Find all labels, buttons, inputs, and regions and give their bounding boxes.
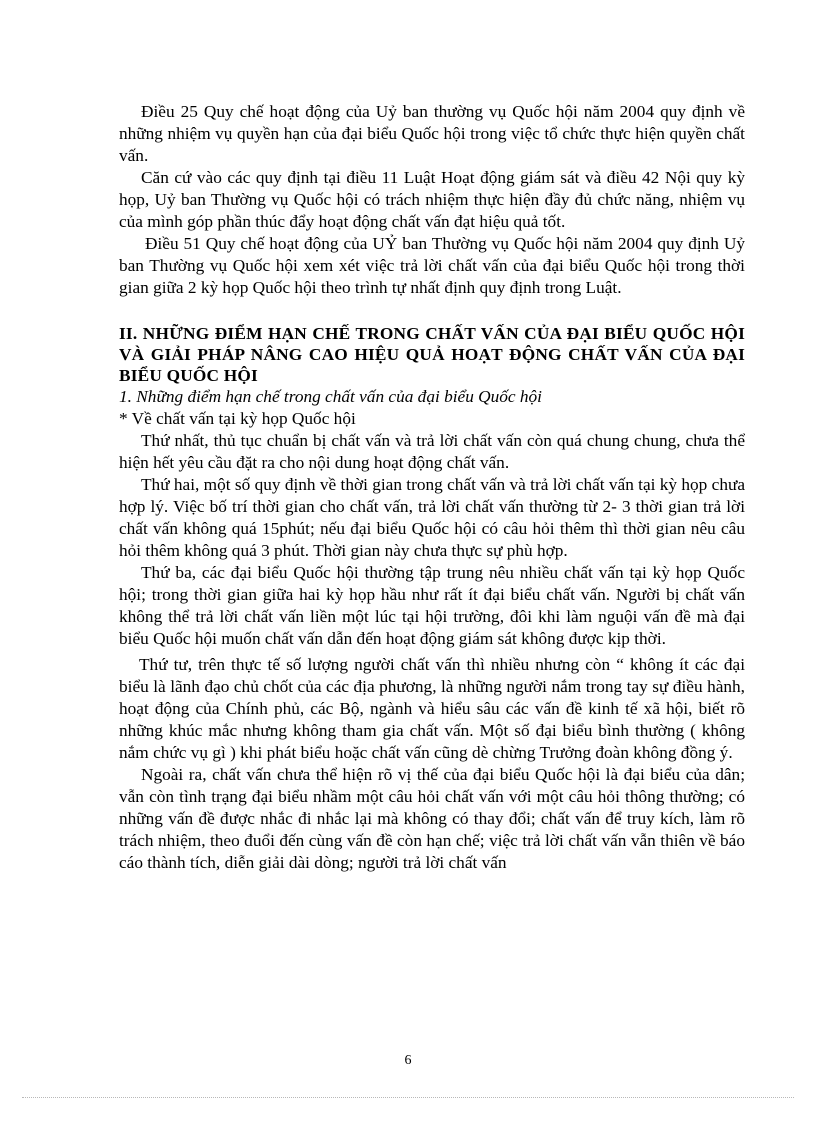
paragraph-other-limitations: Ngoài ra, chất vấn chưa thể hiện rõ vị thế của đại biểu Quốc hội là đại biểu của dân; vẫn còn tình trạng đại biểu nhầm một câu hỏi chất vấn với một câu hỏi thông thường; có những vấn đề được nhắc đi nhắc lại mà không có thay đổi; chất vấn để truy kích, làm rõ trách nhiệm, theo đuổi đến cùng vấn đề còn hạn chế; việc trả lời chất vấn vẫn thiên về báo cáo thành tích, diễn giải dài dòng; người trả lời chất vấn (119, 765, 745, 872)
footer-divider (22, 1097, 794, 1098)
paragraph-article-11-42: Căn cứ vào các quy định tại điều 11 Luật Hoạt động giám sát và điều 42 Nội quy kỳ họp, Uỷ ban Thường vụ Quốc hội có trách nhiệm thực hiện đầy đủ chức năng, nhiệm vụ của mình góp phần thúc đẩy hoạt động chất vấn đạt hiệu quả tốt. (119, 168, 745, 231)
paragraph-third-limitation: Thứ ba, các đại biểu Quốc hội thường tập trung nêu nhiều chất vấn tại kỳ họp Quốc hội; trong thời gian giữa hai kỳ họp hầu như rất ít đại biểu chất vấn. Người bị chất vấn không thể trả lời chất vấn liền một lúc tại hội trường, đôi khi làm nguội vấn đề mà đại biểu Quốc hội muốn chất vấn dẫn đến hoạt động giám sát không được kịp thời. (119, 563, 745, 648)
page-number: 6 (404, 1053, 412, 1068)
paragraph-first-limitation: Thứ nhất, thủ tục chuẩn bị chất vấn và trả lời chất vấn còn quá chung chung, chưa thể hiện hết yêu cầu đặt ra cho nội dung hoạt động chất vấn. (119, 431, 745, 472)
paragraph-fourth-limitation: Thứ tư, trên thực tế số lượng người chất vấn thì nhiều nhưng còn “ không ít các đại biểu là lãnh đạo chủ chốt của các địa phương, là những người nắm trong tay sự điều hành, hoạt động của Chính phủ, các Bộ, ngành và hiểu sâu các vấn đề kinh tế xã hội, biết rõ những khúc mắc nhưng không tham gia chất vấn. Một số đại biểu bình thường ( không nắm chức vụ gì ) khi phát biểu hoặc chất vấn cũng dè chừng Trưởng đoàn không đồng ý. (119, 655, 745, 762)
bullet-heading: * Về chất vấn tại kỳ họp Quốc hội (119, 409, 356, 428)
paragraph-article-25: Điều 25 Quy chế hoạt động của Uỷ ban thường vụ Quốc hội năm 2004 quy định về những nhiệm vụ quyền hạn của đại biểu Quốc hội trong việc tổ chức thực hiện quyền chất vấn. (119, 102, 745, 165)
page-body (119, 101, 745, 874)
subsection-heading-1: 1. Những điểm hạn chế trong chất vấn của đại biểu Quốc hội (119, 387, 542, 406)
section-heading-ii: II. NHỮNG ĐIỂM HẠN CHẾ TRONG CHẤT VẤN CỦA ĐẠI BIỂU QUỐC HỘI VÀ GIẢI PHÁP NÂNG CAO HIỆU QUẢ HOẠT ĐỘNG CHẤT VẤN CỦA ĐẠI BIỂU QUỐC HỘI (119, 324, 745, 385)
paragraph-second-limitation: Thứ hai, một số quy định về thời gian trong chất vấn và trả lời chất vấn tại kỳ họp chưa hợp lý. Việc bố trí thời gian cho chất vấn, trả lời chất vấn thường từ 2- 3 thời gian trả lời chất vấn không quá 15phút; nếu đại biểu Quốc hội có câu hỏi thêm thì thời gian nêu câu hỏi thêm không quá 3 phút. Thời gian này chưa thực sự phù hợp. (119, 475, 745, 560)
paragraph-article-51: Điều 51 Quy chế hoạt động của UỶ ban Thường vụ Quốc hội năm 2004 quy định Uỷ ban Thường vụ Quốc hội xem xét việc trả lời chất vấn của đại biểu Quốc hội trong thời gian giữa 2 kỳ họp Quốc hội theo trình tự nhất định quy định trong Luật. (119, 234, 745, 297)
